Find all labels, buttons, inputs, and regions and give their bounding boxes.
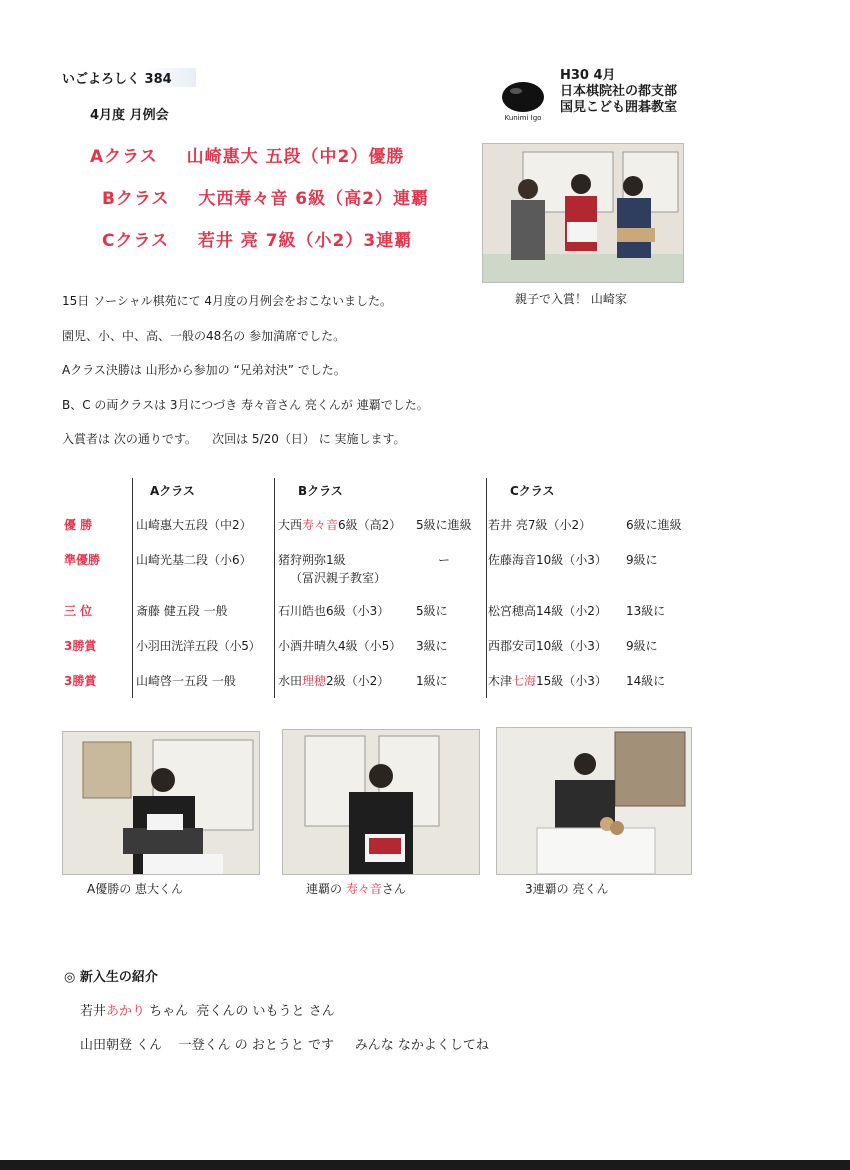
scan-edge <box>0 1160 850 1170</box>
class-c-promotion: 9級に <box>626 639 658 653</box>
player-name: 大西 <box>278 518 303 532</box>
class-b-cell: 小酒井晴久4級（小5） <box>278 639 402 653</box>
class-b-cell <box>278 672 389 689</box>
class-result-text: 大西寿々音 6級（高2）連覇 <box>198 189 429 209</box>
class-a-cell: 小羽田洸洋五段（小5） <box>136 639 261 653</box>
class-b-promotion: ー <box>438 553 451 567</box>
report-paragraph: 園児、小、中、高、一般の48名の 参加満席でした。 <box>62 329 346 343</box>
class-c-cell: 松宮穂高14級（小2） <box>488 604 607 618</box>
photo-caption <box>306 880 406 897</box>
row-label: 準優勝 <box>64 553 101 567</box>
class-a-cell: 山崎光基二段（小6） <box>136 553 252 567</box>
report-paragraph: 15日 ソーシャル棋苑にて 4月度の月例会をおこないました。 <box>62 294 393 308</box>
class-label: Cクラス <box>102 231 169 251</box>
class-c-promotion: 13級に <box>626 604 666 618</box>
column-header-c: Cクラス <box>510 484 555 498</box>
org-date: H30 4月 <box>560 68 616 83</box>
organization-block <box>560 68 677 116</box>
student-note: ちゃん 亮くんの いもうと さん <box>145 1004 335 1019</box>
row-label: 優 勝 <box>64 518 93 532</box>
class-label: Bクラス <box>102 189 170 209</box>
class-result-text: 若井 亮 7級（小2）3連覇 <box>197 231 413 251</box>
class-c-promotion: 9級に <box>626 553 658 567</box>
class-c-result <box>102 226 412 251</box>
section-subtitle: 4月度 月例会 <box>90 108 169 123</box>
class-c-cell: 若井 亮7級（小2） <box>488 518 592 532</box>
player-name-highlight: 理穂 <box>302 674 327 688</box>
org-classroom: 国見こども囲碁教室 <box>560 100 678 115</box>
caption-text: さん <box>381 882 406 896</box>
class-b-cell: 猪狩朔弥1級 <box>278 553 346 567</box>
class-c-promotion: 14級に <box>626 674 666 688</box>
row-label: 3勝賞 <box>64 639 97 653</box>
player-name-highlight: 七海 <box>512 674 537 688</box>
class-label: Aクラス <box>90 147 158 167</box>
winner-b-photo <box>282 729 480 875</box>
go-stone-logo-icon <box>500 80 546 114</box>
class-c-cell: 佐藤海音10級（小3） <box>488 553 607 567</box>
caption-text: 連覇の <box>306 882 346 896</box>
newsletter-title: いごよろしく 384 <box>62 68 196 87</box>
player-rank: 6級（高2） <box>338 518 402 532</box>
class-b-result <box>102 184 429 209</box>
column-header-b: Bクラス <box>298 484 343 498</box>
player-name: 木津 <box>488 674 513 688</box>
class-b-club: （冨沢親子教室） <box>290 571 387 585</box>
org-branch: 日本棋院社の都支部 <box>560 84 678 99</box>
class-a-cell: 斎藤 健五段 一般 <box>136 604 228 618</box>
player-rank: 2級（小2） <box>326 674 390 688</box>
class-b-promotion: 5級に進級 <box>416 518 472 532</box>
class-b-promotion: 1級に <box>416 674 448 688</box>
player-name-highlight: 寿々音 <box>302 518 339 532</box>
new-student-line: 山田朝登 くん 一登くん の おとうと です みんな なかよくしてね <box>80 1038 489 1053</box>
report-paragraph: B、C の両クラスは 3月につづき 寿々音さん 亮くんが 連覇でした。 <box>62 398 429 412</box>
class-b-cell: 石川皓也6級（小3） <box>278 604 390 618</box>
row-label: 三 位 <box>64 604 93 618</box>
table-divider <box>274 478 275 698</box>
photo-caption: 3連覇の 亮くん <box>525 882 609 896</box>
report-paragraph: 入賞者は 次の通りです。 次回は 5/20（日） に 実施します。 <box>62 432 406 446</box>
class-b-cell <box>278 516 401 533</box>
student-name-highlight: あかり <box>106 1004 146 1019</box>
row-label: 3勝賞 <box>64 674 97 688</box>
class-c-cell: 西郡安司10級（小3） <box>488 639 607 653</box>
class-result-text: 山崎惠大 五段（中2）優勝 <box>186 147 405 167</box>
class-b-promotion: 5級に <box>416 604 448 618</box>
family-photo <box>482 143 684 283</box>
winner-a-photo <box>62 731 260 875</box>
new-student-line <box>80 1000 335 1019</box>
student-name: 若井 <box>80 1004 107 1019</box>
winner-c-photo <box>496 727 692 875</box>
class-a-cell: 山崎啓一五段 一般 <box>136 674 236 688</box>
class-a-result <box>90 142 404 167</box>
class-a-cell: 山崎惠大五段（中2） <box>136 518 252 532</box>
photo-caption: A優勝の 恵大くん <box>87 882 184 896</box>
new-students-heading: ◎ 新入生の紹介 <box>64 970 158 985</box>
table-divider <box>486 478 487 698</box>
report-paragraph: Aクラス決勝は 山形から参加の “兄弟対決” でした。 <box>62 363 346 377</box>
class-b-promotion: 3級に <box>416 639 448 653</box>
column-header-a: Aクラス <box>150 484 195 498</box>
family-photo-caption: 親子で入賞！ 山崎家 <box>515 292 627 306</box>
class-c-cell <box>488 672 607 689</box>
table-divider <box>132 478 133 698</box>
player-name: 水田 <box>278 674 303 688</box>
logo-text: Kunimi Igo <box>504 114 542 122</box>
caption-highlight: 寿々音 <box>345 882 382 896</box>
class-c-promotion: 6級に進級 <box>626 518 682 532</box>
player-rank: 15級（小3） <box>536 674 607 688</box>
